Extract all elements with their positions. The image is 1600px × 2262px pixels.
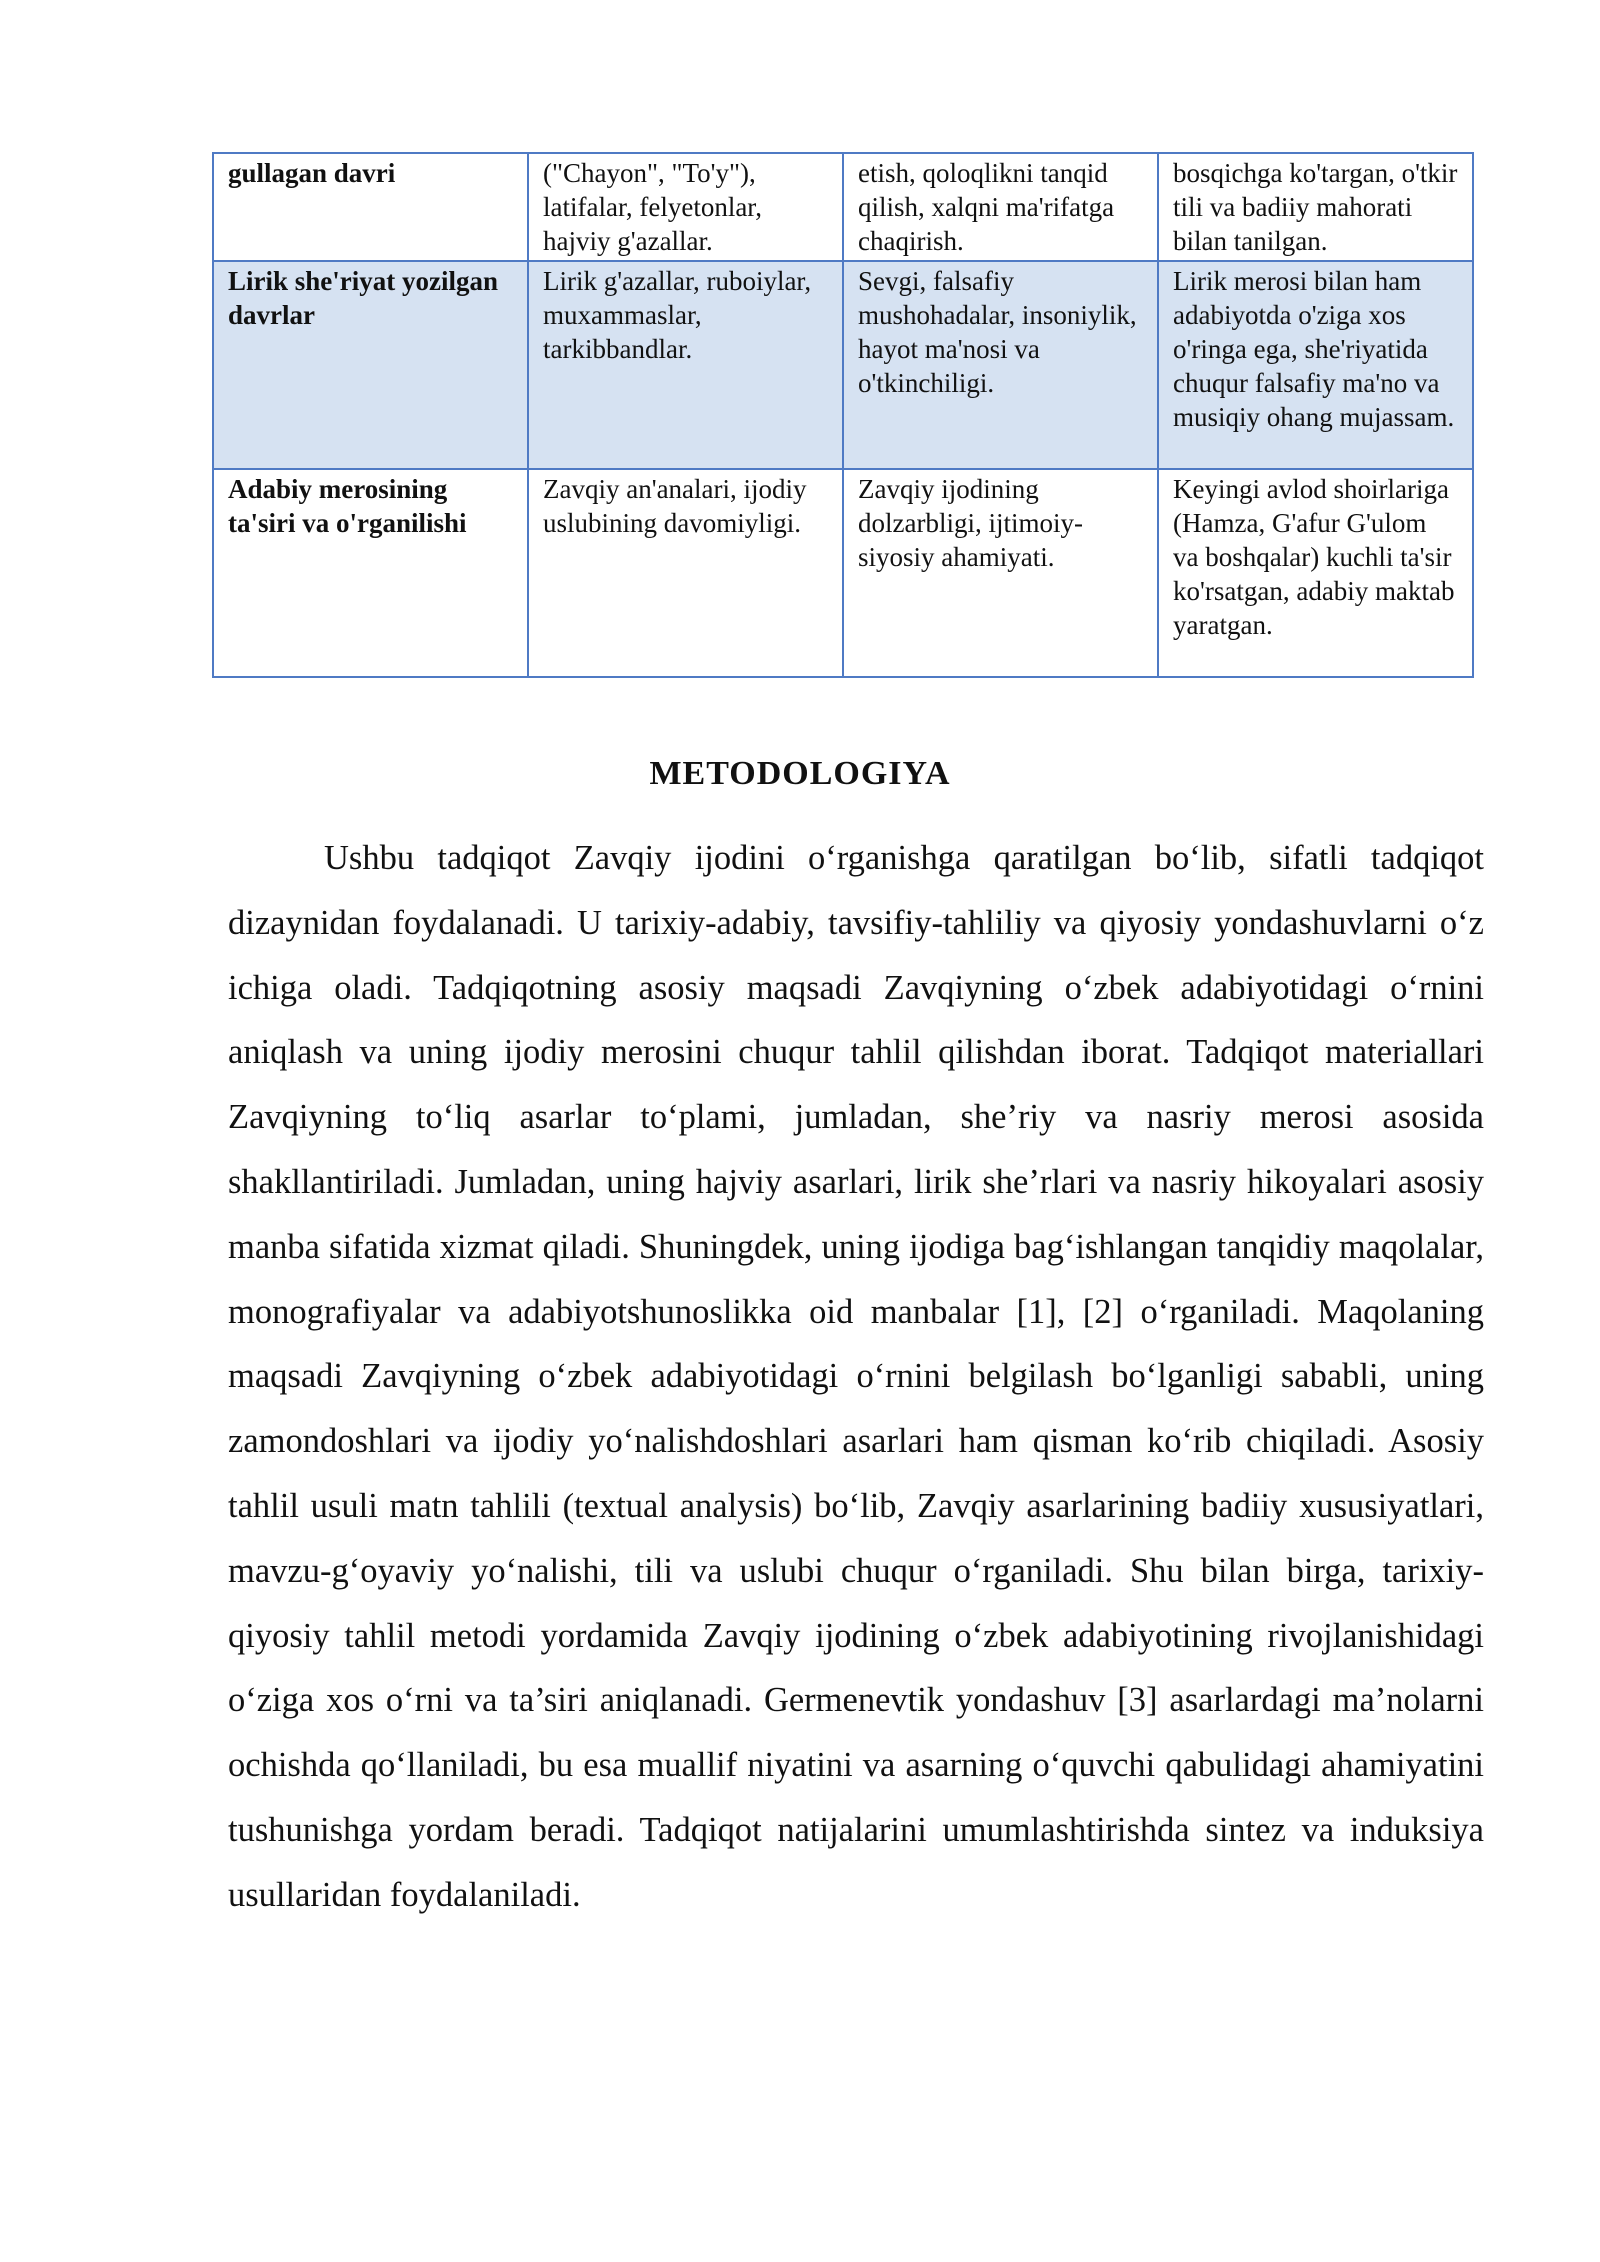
table-cell: Zavqiy an'analari, ijodiy uslubining davomiyligi.: [528, 469, 843, 677]
row-heading: Lirik she'riyat yozilgan davrlar: [213, 261, 528, 469]
table-cell: Keyingi avlod shoirlariga (Hamza, G'afur G'ulom va boshqalar) kuchli ta'sir ko'rsatgan, adabiy maktab yaratgan.: [1158, 469, 1473, 677]
zavqiy-table: [212, 152, 1474, 678]
row-heading: gullagan davri: [213, 153, 528, 261]
table-cell: Lirik g'azallar, ruboiylar, muxammaslar, tarkibbandlar.: [528, 261, 843, 469]
table-cell: etish, qoloqlikni tanqid qilish, xalqni ma'rifatga chaqirish.: [843, 153, 1158, 261]
body-paragraph: Ushbu tadqiqot Zavqiy ijodini o‘rganishga qaratilgan bo‘lib, sifatli tadqiqot dizaynidan foydalanadi. U tarixiy-adabiy, tavsifiy-tahliliy va qiyosiy yondashuvlarni o‘z ichiga oladi. Tadqiqotning asosiy maqsadi Zavqiyning o‘zbek adabiyotidagi o‘rnini aniqlash va uning ijodiy merosini chuqur tahlil qilishdan iborat. Tadqiqot materiallari Zavqiyning to‘liq asarlar to‘plami, jumladan, she’riy va nasriy merosi asosida shakllantiriladi. Jumladan, uning hajviy asarlari, lirik she’rlari va nasriy hikoyalari asosiy manba sifatida xizmat qiladi. Shuningdek, uning ijodiga bag‘ishlangan tanqidiy maqolalar, monografiyalar va adabiyotshunoslikka oid manbalar [1], [2] o‘rganiladi. Maqolaning maqsadi Zavqiyning o‘zbek adabiyotidagi o‘rnini belgilash bo‘lganligi sababli, uning zamondoshlari va ijodiy yo‘nalishdoshlari asarlari ham qisman ko‘rib chiqiladi. Asosiy tahlil usuli matn tahlili (textual analysis) bo‘lib, Zavqiy asarlarining badiiy xususiyatlari, mavzu-g‘oyaviy yo‘nalishi, tili va uslubi chuqur o‘rganiladi. Shu bilan birga, tarixiy-qiyosiy tahlil metodi yordamida Zavqiy ijodining o‘zbek adabiyotining rivojlanishidagi o‘ziga xos o‘rni va ta’siri aniqlanadi. Germenevtik yondashuv [3] asarlardagi ma’nolarni ochishda qo‘llaniladi, bu esa muallif niyatini va asarning o‘quvchi qabulidagi ahamiyatini tushunishga yordam beradi. Tadqiqot natijalarini umumlashtirishda sintez va induksiya usullaridan foydalaniladi.: [228, 839, 1484, 1914]
row-heading: Adabiy merosining ta'siri va o'rganilishi: [213, 469, 528, 677]
table-row: [213, 153, 1473, 261]
table-cell: Lirik merosi bilan ham adabiyotda o'ziga xos o'ringa ega, she'riyatida chuqur falsafiy ma'no va musiqiy ohang mujassam.: [1158, 261, 1473, 469]
table-cell: Sevgi, falsafiy mushohadalar, insoniylik, hayot ma'nosi va o'tkinchiligi.: [843, 261, 1158, 469]
table-row: [213, 261, 1473, 469]
table-cell: bosqichga ko'targan, o'tkir tili va badiiy mahorati bilan tanilgan.: [1158, 153, 1473, 261]
table-cell: Zavqiy ijodining dolzarbligi, ijtimoiy-siyosiy ahamiyati.: [843, 469, 1158, 677]
section-heading: METODOLOGIYA: [649, 755, 951, 792]
table-row: [213, 469, 1473, 677]
table-cell: ("Chayon", "To'y"), latifalar, felyetonlar, hajviy g'azallar.: [528, 153, 843, 261]
